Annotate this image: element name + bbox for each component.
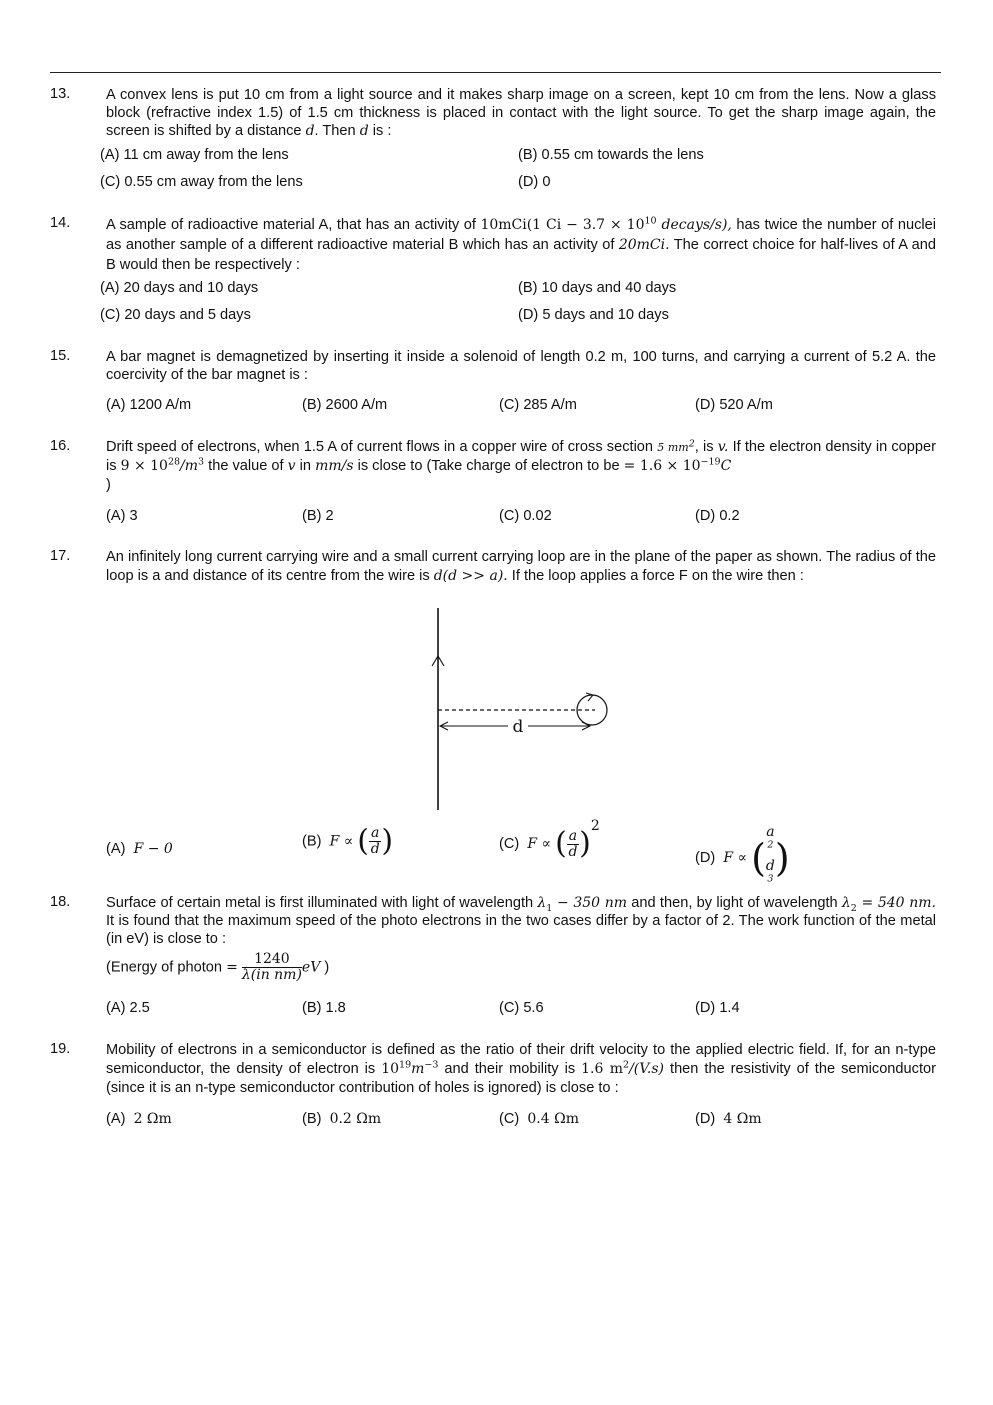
option-d: (D) 0 [518,174,551,190]
question-text: Surface of certain metal is first illuminated with light of wavelength $\lambda_1 - 350$ nm and then, by light of wavelength $\lambda_2 = 540$ nm. It is found that the maximum speed of the photo electrons in the two cases differ by a factor of 2. The work function of the metal (in eV) is close to : [106,895,936,947]
question-text: An infinitely long current carrying wire and a small current carrying loop are in the plane of the paper as shown. The radius of the loop is a and distance of its centre from the wire is d(d >> a). If the loop applies a force F on the wire then : [106,549,936,584]
question-number: 15. [50,348,71,364]
question-number: 14. [50,215,71,231]
question-17 [50,548,936,586]
question-text: Mobility of electrons in a semiconductor is defined as the ratio of their drift velocity to the applied electric field. If, for an n-type semiconductor, the density of electron is $10^{19}m^{-3}$ and their mobility is 1.6 $m^2/(V.s)$ then the resistivity of the semiconductor (since it is an n-type semiconductor contribution of holes is ignored) is close to : [106,1042,936,1096]
option-b: (B) 2600 A/m [302,397,388,413]
option-c: (C) 0.4 Ωm [499,1111,579,1127]
question-number: 19. [50,1041,71,1057]
question-16 [50,438,936,524]
option-c: (C) 5.6 [499,1000,544,1016]
option-b: (B) 0.2 Ωm [302,1111,382,1127]
option-b: (B) 10 days and 40 days [518,280,677,296]
question-15 [50,348,936,413]
option-d: (D) 1.4 [695,1000,740,1016]
option-a: (A) F − 0 [106,841,173,857]
option-c: (C) F ∝ ( $\frac{a}{d}$ )$^2$ [499,818,600,862]
option-a: (A) 2 Ωm [106,1111,172,1127]
distance-label: d [512,717,524,737]
question-text: Drift speed of electrons, when 1.5 A of current flows in a copper wire of cross section 5 $mm^2$, is v. If the electron density in copper is $9 \times 10^{28}/m^3$ the value of v in mm/s is close to (Take charge of electron to be = $1.6 \times 10^{-19}C$ ) [106,438,936,493]
question-number: 16. [50,438,71,454]
question-13 [50,86,936,190]
question-number: 13. [50,86,71,102]
question-text: A sample of radioactive material A, that has an activity of 10mCi(1 $Ci - 3.7 \times 10^{10}$ decays/s), has twice the number of nuclei as another sample of a different radioactive material B which has an activity of 20mCi. The correct choice for half-lives of A and B would then be respectively : [106,215,936,273]
question-19 [50,1041,936,1127]
option-c: (C) 0.02 [499,508,552,524]
question-18 [50,894,936,1016]
option-a: (A) 3 [106,508,138,524]
top-rule [50,72,941,73]
option-b: (B) F ∝ ( $\frac{a}{d}$ ) [302,823,394,859]
option-c: (C) 20 days and 5 days [100,307,251,323]
question-17-options [0,818,993,885]
option-a: (A) 20 days and 10 days [100,280,259,296]
question-14 [50,215,936,323]
option-d: (D) 0.2 [695,508,740,524]
option-a: (A) 2.5 [106,1000,150,1016]
question-number: 17. [50,548,71,564]
option-b: (B) 1.8 [302,1000,346,1016]
photon-energy-note: (Energy of photon = $\frac{1240}{\text{λ(in nm)}}$ eV ) [106,951,330,983]
option-d: (D) 5 days and 10 days [518,307,669,323]
option-d: (D) 520 A/m [695,397,773,413]
wire-loop-figure [420,600,620,815]
option-c: (C) 0.55 cm away from the lens [100,174,303,190]
question-text: A convex lens is put 10 cm from a light source and it makes sharp image on a screen, kept 10 cm from the lens. Now a glass block (refractive index 1.5) of 1.5 cm thickness is placed in contact with the light source. To get the sharp image again, the screen is shifted by a distance d. Then d is : [106,87,936,139]
question-text: A bar magnet is demagnetized by inserting it inside a solenoid of length 0.2 m, 100 turns, and carrying a current of 5.2 A. the coercivity of the bar magnet is : [106,349,936,383]
option-b: (B) 2 [302,508,334,524]
loop-direction-arrow [586,693,593,701]
option-a: (A) 1200 A/m [106,397,192,413]
option-c: (C) 285 A/m [499,397,577,413]
option-b: (B) 0.55 cm towards the lens [518,147,704,163]
option-d: (D) 4 Ωm [695,1111,762,1127]
option-d: (D) F ∝ ( a $^2$ d $^3$ ) [695,824,790,885]
option-a: (A) 11 cm away from the lens [100,147,289,163]
question-number: 18. [50,894,71,910]
